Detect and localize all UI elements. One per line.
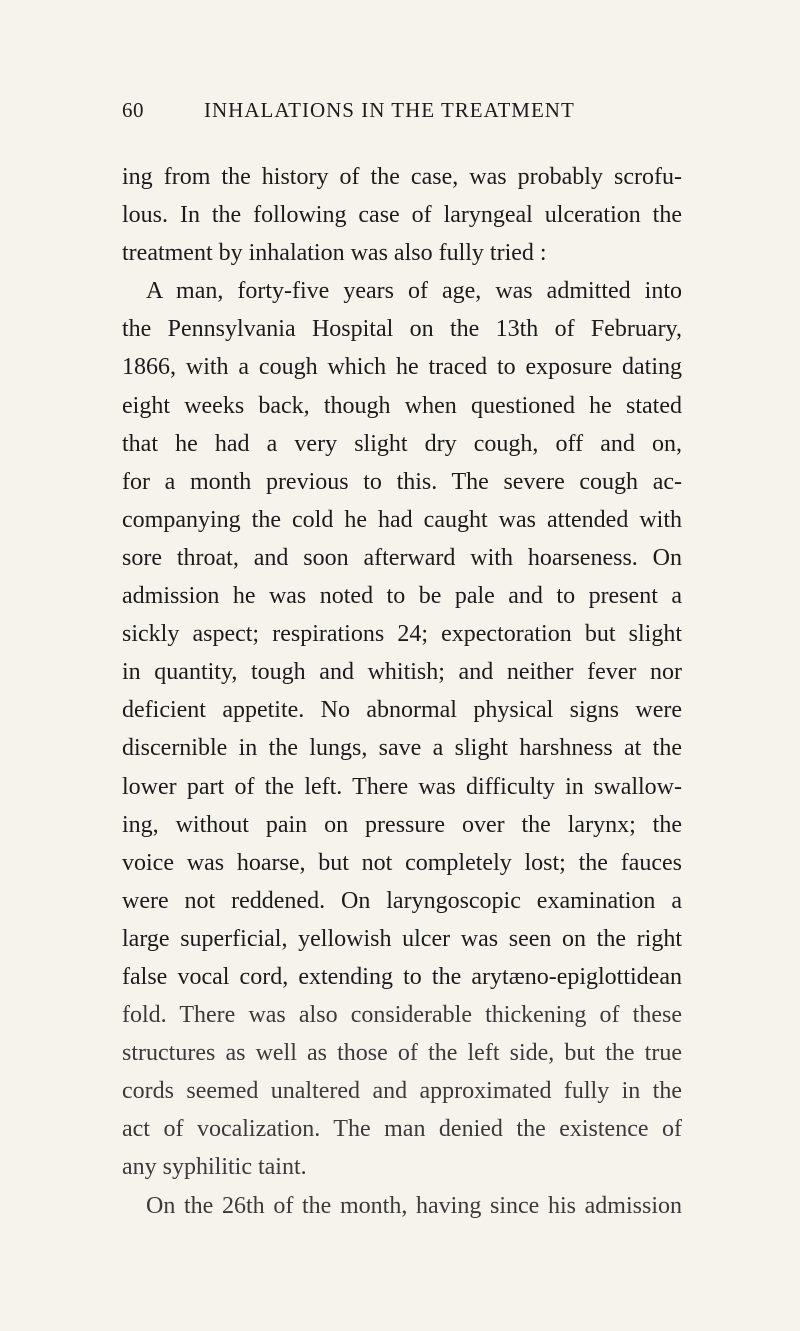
text-line: lous. In the following case of laryngeal ulceration the <box>122 202 682 229</box>
text-line: companying the cold he had caught was attended with <box>122 506 682 533</box>
running-title: INHALATIONS IN THE TREATMENT <box>204 98 575 122</box>
text-line: ing from the history of the case, was probably scrofu- <box>122 164 682 190</box>
text-line: voice was hoarse, but not completely lost; the fauces <box>122 849 682 876</box>
text-line: for a month previous to this. The severe cough ac- <box>122 468 682 495</box>
running-head <box>122 98 682 128</box>
text-line: discernible in the lungs, save a slight harshness at the <box>122 735 682 762</box>
text-line: act of vocalization. The man denied the existence of <box>122 1116 682 1143</box>
text-line: deficient appetite. No abnormal physical signs were <box>122 697 682 724</box>
text-line: treatment by inhalation was also fully tried : <box>122 240 547 267</box>
text-line: A man, forty-five years of age, was admitted into <box>146 278 682 305</box>
text-line: lower part of the left. There was difficulty in swallow- <box>122 773 682 800</box>
text-line: ing, without pain on pressure over the larynx; the <box>122 811 682 838</box>
page-number: 60 <box>122 98 144 122</box>
text-line: any syphilitic taint. <box>122 1154 307 1181</box>
body-text <box>122 158 682 1225</box>
text-line: On the 26th of the month, having since his admission <box>146 1192 682 1219</box>
text-line: structures as well as those of the left side, but the true <box>122 1040 682 1067</box>
text-line: eight weeks back, though when questioned he stated <box>122 392 682 419</box>
text-line: the Pennsylvania Hospital on the 13th of February, <box>122 316 682 343</box>
text-line: admission he was noted to be pale and to present a <box>122 583 682 610</box>
text-line: fold. There was also considerable thickening of these <box>122 1002 682 1029</box>
text-line: 1866, with a cough which he traced to exposure dating <box>122 354 682 381</box>
text-line: sickly aspect; respirations 24; expectoration but slight <box>122 621 682 648</box>
text-line: in quantity, tough and whitish; and neither fever nor <box>122 659 682 686</box>
text-line: were not reddened. On laryngoscopic examination a <box>122 887 682 914</box>
text-line: false vocal cord, extending to the arytæno-epiglottidean <box>122 963 682 990</box>
text-line: large superficial, yellowish ulcer was seen on the right <box>122 925 682 952</box>
text-line: that he had a very slight dry cough, off and on, <box>122 430 682 457</box>
text-line: sore throat, and soon afterward with hoarseness. On <box>122 544 682 571</box>
text-line: cords seemed unaltered and approximated fully in the <box>122 1078 682 1105</box>
